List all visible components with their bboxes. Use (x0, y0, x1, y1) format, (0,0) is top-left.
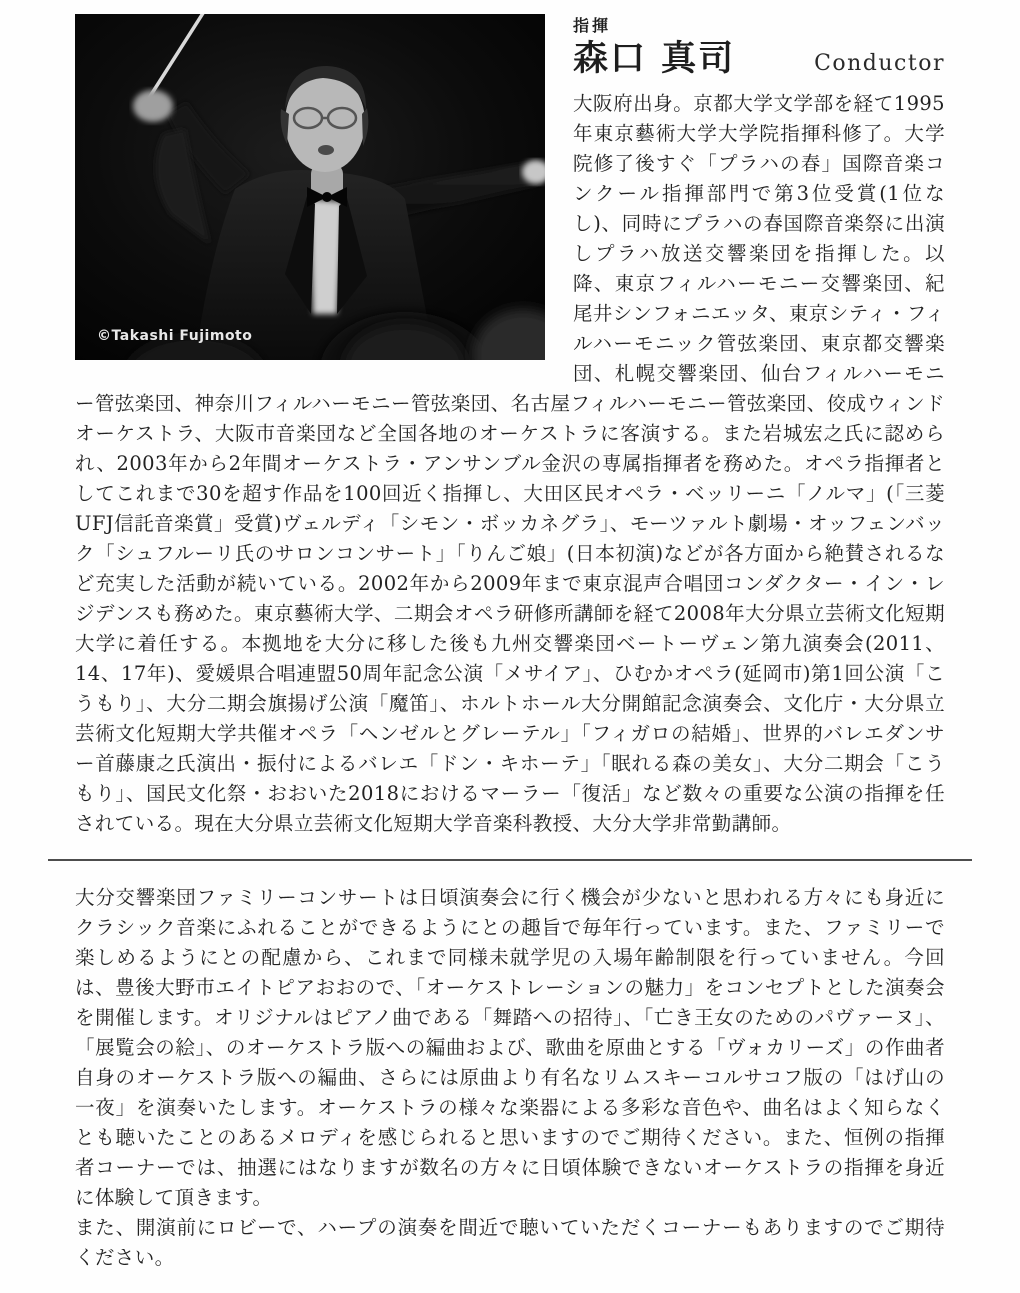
conductor-header (573, 14, 945, 89)
conductor-photo-graphic (75, 14, 545, 360)
conductor-profile-section (75, 14, 945, 839)
concert-note-paragraph-2: また、開演前にロビーで、ハープの演奏を間近で聴いていただくコーナーもありますのでご期待ください。 (75, 1216, 945, 1270)
concert-note-paragraph-1: 大分交響楽団ファミリーコンサートは日頃演奏会に行く機会が少ないと思われる方々にも身近にクラシック音楽にふれることができるようにとの趣旨で毎年行っています。また、ファミリーで楽しめるようにとの配慮から、これまで同様未就学児の入場年齢制限を行っていません。今回は、豊後大野市エイトピアおおので、「オーケストレーションの魅力」をコンセプトとした演奏会を開催します。オリジナルはピアノ曲である「舞踏への招待」、「亡き王女のためのパヴァーヌ」、「展覧会の絵」、のオーケストラ版への編曲および、歌曲を原曲とする「ヴォカリーズ」の作曲者自身のオーケストラ版への編曲、さらには原曲より有名なリムスキーコルサコフ版の「はげ山の一夜」を演奏いたします。オーケストラの様々な楽器による多彩な音色や、曲名はよく知らなくとも聴いたことのあるメロディを感じられると思いますのでご期待ください。また、恒例の指揮者コーナーでは、抽選にはなりますが数名の方々に日頃体験できないオーケストラの指揮を身近に体験して頂きます。 (75, 886, 945, 1210)
role-label: 指揮 (573, 16, 612, 35)
conductor-name: 森口 真司 (573, 37, 736, 79)
photo-credit: ©Takashi Fujimoto (97, 328, 253, 344)
conductor-photo (75, 14, 545, 360)
name-row (573, 39, 945, 79)
conductor-title-en: Conductor (814, 50, 945, 76)
section-divider (48, 859, 972, 861)
concert-note-section (75, 883, 945, 1273)
conductor-bio: 大阪府出身。京都大学文学部を経て1995年東京藝術大学大学院指揮科修了。大学院修了後すぐ「プラハの春」国際音楽コンクール指揮部門で第3位受賞(1位なし)、同時にプラハの春国際音楽祭に出演しプラハ放送交響楽団を指揮した。以降、東京フィルハーモニー交響楽団、紀尾井シンフォニエッタ、東京シティ・フィルハーモニック管弦楽団、東京都交響楽団、札幌交響楽団、仙台フィルハーモニー管弦楽団、神奈川フィルハーモニー管弦楽団、名古屋フィルハーモニー管弦楽団、佼成ウィンドオーケストラ、大阪市音楽団など全国各地のオーケストラに客演する。また岩城宏之氏に認められ、2003年から2年間オーケストラ・アンサンブル金沢の専属指揮者を務めた。オペラ指揮者としてこれまで30を超す作品を100回近く指揮し、大田区民オペラ・ベッリーニ「ノルマ」(「三菱UFJ信託音楽賞」受賞)ヴェルディ「シモン・ボッカネグラ」、モーツァルト劇場・オッフェンバック「シュフルーリ氏のサロンコンサート」「りんご娘」(日本初演)などが各方面から絶賛されるなど充実した活動が続いている。2002年から2009年まで東京混声合唱団コンダクター・イン・レジデンスも務めた。東京藝術大学、二期会オペラ研修所講師を経て2008年大分県立芸術文化短期大学に着任する。本拠地を大分に移した後も九州交響楽団ベートーヴェン第九演奏会(2011、14、17年)、愛媛県合唱連盟50周年記念公演「メサイア」、ひむかオペラ(延岡市)第1回公演「こうもり」、大分二期会旗揚げ公演「魔笛」、ホルトホール大分開館記念演奏会、文化庁・大分県立芸術文化短期大学共催オペラ「ヘンゼルとグレーテル」「フィガロの結婚」、世界的バレエダンサー首藤康之氏演出・振付によるバレエ「ドン・キホーテ」「眠れる森の美女」、大分二期会「こうもり」、国民文化祭・おおいた2018におけるマーラー「復活」など数々の重要な公演の指揮を任されている。現在大分県立芸術文化短期大学音楽科教授、大分大学非常勤講師。 (75, 92, 945, 836)
